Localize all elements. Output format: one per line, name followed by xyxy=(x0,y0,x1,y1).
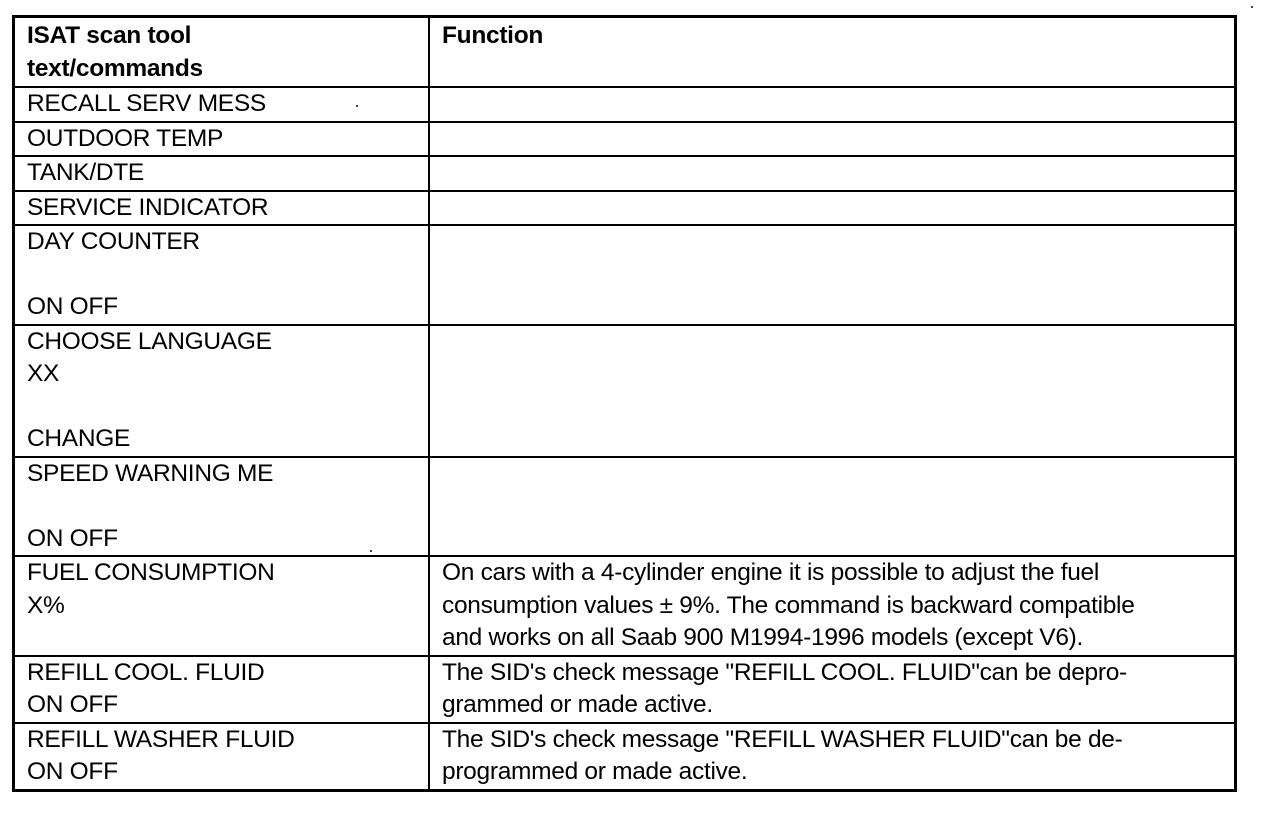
function-text: consumption values ± 9%. The command is backward compatible xyxy=(442,591,1135,619)
table-row xyxy=(15,457,1234,557)
function-cell xyxy=(429,656,1234,723)
scan-speck xyxy=(1251,6,1253,8)
function-cell xyxy=(429,122,1234,157)
command-cell xyxy=(15,325,429,457)
function-text: grammed or made active. xyxy=(442,691,713,718)
blank-line xyxy=(27,391,420,424)
command-text: SERVICE INDICATOR xyxy=(27,193,269,221)
table-row xyxy=(15,122,1234,157)
function-cell xyxy=(429,556,1234,656)
function-cell xyxy=(429,723,1234,789)
function-cell xyxy=(429,156,1234,191)
function-cell xyxy=(429,457,1234,557)
function-cell xyxy=(429,87,1234,122)
scan-speck xyxy=(370,550,372,552)
command-cell xyxy=(15,87,429,122)
command-text: DAY COUNTER xyxy=(27,228,200,255)
table-row xyxy=(15,723,1234,789)
command-text: FUEL CONSUMPTION xyxy=(27,559,275,586)
command-cell xyxy=(15,457,429,557)
header-command-line-2: text/commands xyxy=(27,54,203,82)
isat-commands-table-frame xyxy=(12,15,1237,792)
function-text: The SID's check message "REFILL WASHER FLUID"can be de- xyxy=(442,725,1123,753)
command-text: REFILL WASHER FLUID xyxy=(27,725,295,753)
command-cell xyxy=(15,656,429,723)
function-text: programmed or made active. xyxy=(442,758,748,785)
blank-line xyxy=(27,259,420,292)
table-row xyxy=(15,225,1234,325)
command-option-text: ON OFF xyxy=(27,524,118,552)
command-text: RECALL SERV MESS xyxy=(27,90,266,117)
function-text: The SID's check message "REFILL COOL. FLUID"can be depro- xyxy=(442,658,1127,686)
command-cell xyxy=(15,156,429,191)
table-header-row xyxy=(15,18,1234,87)
table-row xyxy=(15,87,1234,122)
function-text: and works on all Saab 900 M1994-1996 models (except V6). xyxy=(442,624,1084,651)
command-option-text: CHANGE xyxy=(27,425,131,452)
table-row xyxy=(15,325,1234,457)
function-cell xyxy=(429,325,1234,457)
command-text: OUTDOOR TEMP xyxy=(27,124,224,152)
command-option-text: ON OFF xyxy=(27,758,118,785)
function-cell xyxy=(429,225,1234,325)
command-cell xyxy=(15,225,429,325)
command-cell xyxy=(15,556,429,656)
header-function-column: Function xyxy=(429,18,1234,87)
function-text: On cars with a 4-cylinder engine it is possible to adjust the fuel xyxy=(442,559,1100,586)
function-cell xyxy=(429,191,1234,226)
command-cell xyxy=(15,122,429,157)
scan-speck xyxy=(356,105,358,107)
command-option-text: XX xyxy=(27,360,60,387)
table-row xyxy=(15,191,1234,226)
table-row xyxy=(15,156,1234,191)
command-cell xyxy=(15,723,429,789)
header-command-line-1: ISAT scan tool xyxy=(27,22,192,49)
command-option-text: ON OFF xyxy=(27,691,118,718)
command-text: SPEED WARNING ME xyxy=(27,459,274,487)
command-text: CHOOSE LANGUAGE xyxy=(27,327,272,355)
isat-commands-table xyxy=(15,18,1234,789)
table-row xyxy=(15,656,1234,723)
command-text: TANK/DTE xyxy=(27,159,144,186)
command-option-text: ON OFF xyxy=(27,293,118,320)
table-row xyxy=(15,556,1234,656)
command-option-text: X% xyxy=(27,591,65,619)
command-text: REFILL COOL. FLUID xyxy=(27,658,265,686)
blank-line xyxy=(27,490,420,523)
header-command-column xyxy=(15,18,429,87)
command-cell xyxy=(15,191,429,226)
